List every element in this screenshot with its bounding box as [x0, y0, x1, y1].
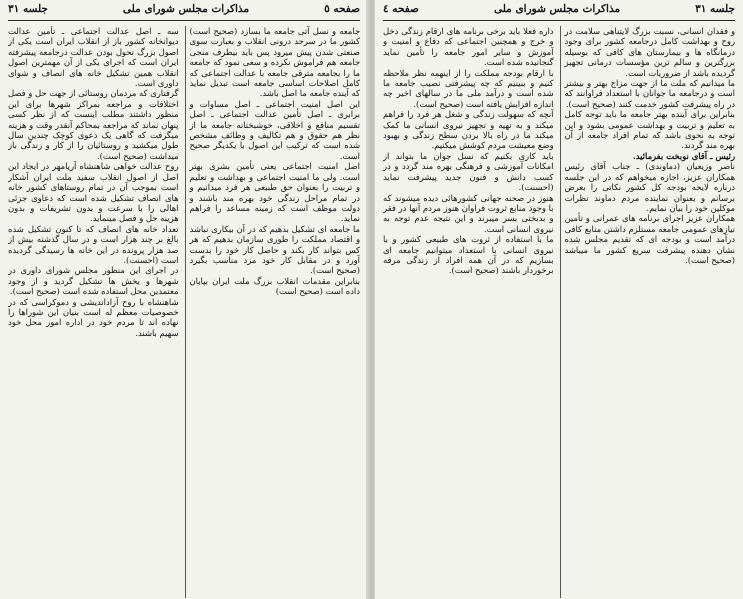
left-page-column-right	[185, 26, 361, 598]
right-page	[375, 0, 743, 599]
left-page-column-left	[8, 26, 179, 598]
left-page-header	[8, 3, 360, 21]
paragraph: روح عدالت خواهی شاهنشاه آریامهر در ایجاد این اصل از اصول انقلاب سفید ملت ایران آشکار است بموجب آن در تمام روستاهای کشور خانه های انصاف تشکیل شده است که دعاوی جزئی اهالی را با سرعت و بدون تشریفات و بدون هزینه حل و فصل مینماید.	[8, 161, 179, 224]
paragraph: شاهنشاه با روح آزاداندیشی و دموکراسی که در خصوصیات معظم له است بنیان این شوراها را نهاده اند تا مردم خود در اداره امور محل خود سهیم باشند.	[8, 296, 179, 338]
speaker-line: رئیس ـ آقای نوبخت بفرمائید.	[632, 150, 735, 161]
paragraph: با ارقام بودجه مملکت را از اینهمه نظر ملاحظه کنیم و ببینیم که چه پیشرفتی نصیب جامعه ما شده است و درآمد ملی ما در سالهای اخیر چه اندازه افزایش یافته است (صحیح است).	[383, 67, 554, 109]
right-page-header	[383, 3, 735, 21]
right-page-number: صفحه ٤	[383, 3, 419, 15]
left-page-number: صفحه ٥	[324, 3, 360, 15]
right-page-columns	[383, 26, 735, 598]
paragraph: بنابراین برای آینده بهتر جامعه ما باید توجه کامل به تعلیم و تربیت و بهداشت عمومی بشود و این توجه به نحوی باشد که تمام افراد جامعه از آن بهره مند گردند.	[564, 109, 735, 151]
left-page	[0, 0, 368, 599]
paragraph: ما میدانیم که ملت ما از جهت مزاج بهتر و بیشتر است و درجامعه ما جوانان با استعداد فراوانند که در راه پیشرفت کشور خدمت کنند (صحیح است).	[564, 78, 735, 109]
paragraph: ناصر وزیعیان (دماوندی) ـ جناب آقای رئیس همکاران عزیز، اجازه میخواهم که در این جلسه درباره لایحه بودجه کل کشور نکاتی را بعرض برسانم و بعنوان نماینده مردم دماوند نظرات موکلین خود را بیان نمایم.	[564, 161, 735, 213]
paragraph: آنچه که سهولت زندگی و شغل هر فرد را فراهم میکند و به تهیه و تجهیز نیروی انسانی ما کمک میکند ما در راه بالا بردن سطح زندگی و بهبود وضع معیشت مردم کوشش میکنیم.	[383, 109, 554, 151]
paragraph: داره فعلا باید برخی برنامه های ارقام زندگی دخل و خرج و همچنین اجتماعی که دفاع و امنیت و آموزش و سایر امور جامعه را تأمین نماید گنجانیده شده است.	[383, 26, 554, 68]
paragraph: گرفتاری که مردمان روستائی از جهت حل و فصل اختلافات و مراجعه بمراکز شهرها برای این منظور داشتند مطلب اینست که از نظر کسی پنهان نماند که مراجعه بمحاکم آنقدر وقت و هزینه میگرفت که گاهی یک دعوی کوچک چندین سال طول میکشید و روستائیان را از کار و زندگی باز میداشت (صحیح است).	[8, 88, 179, 161]
paragraph: هنوز در صحنه جهانی کشورهائی دیده میشوند که با وجود منابع ثروت فراوان هنوز مردم آنها در فقر و بدبختی بسر میبرند و این نتیجه عدم توجه به نیروی انسانی است.	[383, 192, 554, 234]
left-journal-title: مذاکرات مجلس شورای ملی	[122, 3, 250, 15]
paragraph: باید کاری بکنیم که نسل جوان ما بتواند از امکانات آموزشی و فرهنگی بهره مند گردد و در کسب دانش و فنون جدید پیشرفت نماید (احسنت).	[383, 150, 554, 193]
paragraph: جامعه و نسل آتی جامعه ما بسازد (صحیح است) کشور ما در سرحد درونی انقلاب و بعبارت سوی صنعتی شدن پیش میرود پس باید بیطرف منجی جامعه هم فراموش نکرده و سعی نمود که جامعه ما را بجامعه مترقی جامعه با عدالت اجتماعی که کامل اصلاحات اساسی جامعه است تبدیل نماید که آینده جامعه ما اصل باشد.	[189, 26, 360, 99]
paragraph: و فقدان انسانی، نسبت بزرگ لایتناهی سلامت در روح و بهداشت کامل درجامعه کشور برای وجود درمانگاه ها و بیمارستان های کافی که بوسیله بزرگترین و سالم ترین مؤسسات درمانی تجهیز گردیده باشد از ضروریات است.	[564, 26, 735, 78]
left-session-number: جلسه ٣١	[8, 3, 48, 15]
paragraph: تعداد خانه های انصاف که تا کنون تشکیل شده بالغ بر چند هزار است و در سال گذشته بیش از صد هزار پرونده در این خانه ها رسیدگی گردیده است (احسنت).	[8, 223, 179, 265]
paragraph: همکاران عزیز اجرای برنامه های عمرانی و تأمین نیازهای عمومی جامعه مستلزم داشتن منابع کافی درآمد است و بودجه ای که تقدیم مجلس شده نشان دهنده پیشرفت سریع کشور ما میباشد (صحیح است).	[564, 213, 735, 265]
paragraph: ما جامعه ای تشکیل بدهیم که در آن بیکاری نباشد و اقتصاد مملکت را طوری سازمان بدهیم که هر کس بتواند کار بکند و حاصل کار خود را بدست آورد و در مقابل کار خود مزد مناسب بگیرد (صحیح است).	[189, 223, 360, 276]
paragraph: اصل امنیت اجتماعی یعنی تأمین بشری بهتر است. ولی ما امنیت اجتماعی و بهداشت و تعلیم و تربیت را بعنوان حق طبیعی هر فرد میدانیم و در تمام مراحل زندگی خود بهره مند باشند و دولت موظف است که زمینه مساعد را فراهم نماید.	[189, 161, 360, 224]
right-page-column-left	[383, 26, 554, 598]
paragraph: سه ـ اصل عدالت اجتماعی ـ تأمین عدالت دیوانخانه کشور باز از انقلاب ایران است یکی از اصول بزرگ تحول بودن عدالت درجامعه پیشرفته ایران است که اجرای یکی از آن مهمترین اصول انقلاب همین تشکیل خانه های انصاف و شوای داوری است.	[8, 26, 179, 89]
right-page-column-right	[560, 26, 736, 598]
paragraph: این اصل امنیت اجتماعی ـ اصل مساوات و برابری ـ اصل تأمین عدالت اجتماعی ـ اصل تقسیم منافع و اخلاقی، خوشبختانه جامعه ما از نظر هم حقوق و هم تکالیف و وظائف مشخص شده است که ترکیب این اصول با یکدیگر صحیح است.	[189, 98, 360, 161]
paragraph: در اجرای این منظور مجلس شورای داوری در شهرها و بخش ها تشکیل گردید و از وجود معتمدین محل استفاده شده است (صحیح است).	[8, 265, 179, 297]
right-journal-title: مذاکرات مجلس شورای ملی	[493, 3, 621, 15]
paragraph: بنابراین مقدمات انقلاب بزرگ ملت ایران بپایان داده است (صحیح است)	[189, 275, 360, 297]
paragraph: ما با استفاده از ثروت های طبیعی کشور و با نیروی انسانی با استعداد میتوانیم جامعه ای بسازیم که در آن همه افراد از زندگی مرفه برخوردار باشند (صحیح است).	[383, 234, 554, 276]
right-session-number: جلسه ٣١	[695, 3, 735, 15]
left-page-columns	[8, 26, 360, 598]
